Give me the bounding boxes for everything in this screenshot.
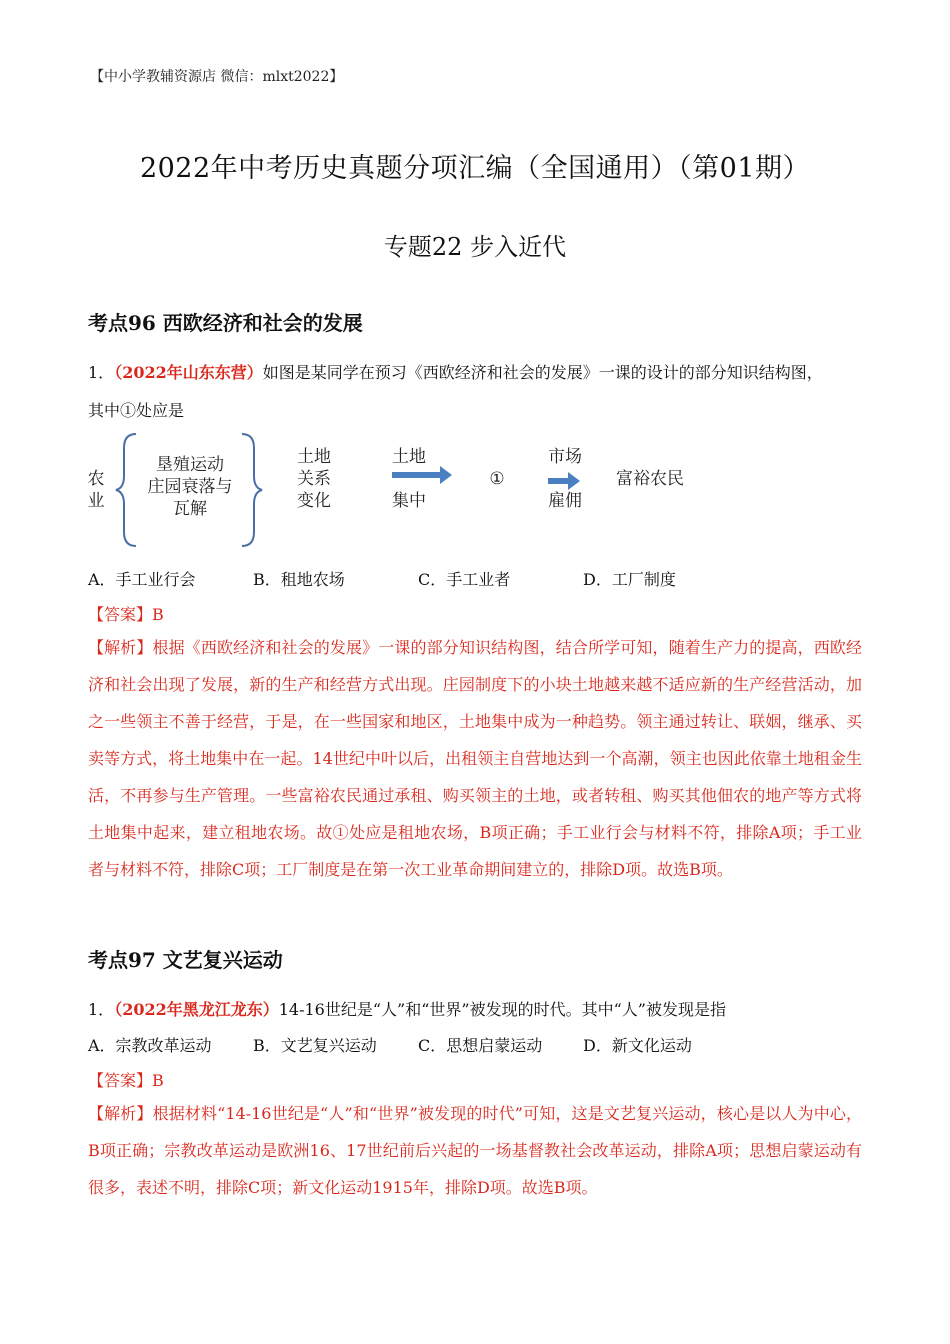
question-number: 1． — [88, 363, 115, 382]
diagram-result: 富裕农民 — [616, 469, 684, 489]
diagram-land-relations: 土地 关系 变化 — [297, 447, 331, 511]
knowledge-structure-diagram — [84, 428, 704, 552]
question-2-options — [88, 1033, 862, 1057]
diagram-blank-marker: ① — [489, 469, 505, 489]
question-source: （2022年山东东营） — [114, 363, 263, 382]
question-1-stem — [88, 360, 823, 383]
question-number: 1． — [88, 1000, 115, 1019]
option-b: B．文艺复兴运动 — [253, 1036, 377, 1055]
option-a: A．手工业行会 — [88, 570, 196, 589]
section-heading-97: 考点97 文艺复兴运动 — [88, 948, 283, 972]
question-text: 如图是某同学在预习《西欧经济和社会的发展》一课的设计的部分知识结构图， — [262, 363, 823, 382]
diagram-arrow1-top: 土地 — [392, 447, 426, 467]
watermark: 【中小学教辅资源店 微信：mlxt2022】 — [90, 69, 344, 85]
arrow-right-icon — [548, 472, 580, 490]
question-1-options — [88, 567, 862, 591]
answer: 【答案】B — [88, 605, 164, 624]
diagram-arrow1-bottom: 集中 — [392, 491, 426, 511]
question-2-stem — [88, 997, 726, 1020]
option-d: D．新文化运动 — [583, 1036, 692, 1055]
question-1-stem-line2: 其中①处应是 — [88, 401, 185, 420]
answer: 【答案】B — [88, 1071, 164, 1090]
question-text: 14-16世纪是“人”和“世界”被发现的时代。其中“人”被发现是指 — [278, 1000, 726, 1019]
diagram-causes: 垦殖运动 庄园衰落与 瓦解 — [147, 455, 233, 519]
option-c: C．思想启蒙运动 — [418, 1036, 543, 1055]
diagram-agriculture: 农 业 — [87, 469, 105, 511]
analysis: 【解析】根据《西欧经济和社会的发展》一课的部分知识结构图，结合所学可知，随着生产力的提高，西欧经济和社会出现了发展，新的生产和经营方式出现。庄园制度下的小块土地越来越不适应新的生产经营活动，加之一些领主不善于经营，于是，在一些国家和地区，土地集中成为一种趋势。领主通过转让、联姻，继承、买卖等方式，将土地集中在一起。14世纪中叶以后，出租领主自营地达到一个高潮，领主也因此依靠土地租金生活，不再参与生产管理。一些富裕农民通过承租、购买领主的土地，或者转租、购买其他佃农的地产等方式将土地集中起来，建立租地农场。故①处应是租地农场，B项正确；手工业行会与材料不符，排除A项；手工业者与材料不符，排除C项；工厂制度是在第一次工业革命期间建立的，排除D项。故选B项。 — [88, 638, 862, 879]
page-title: 2022年中考历史真题分项汇编（全国通用）（第01期） — [139, 153, 811, 184]
option-c: C．手工业者 — [418, 570, 511, 589]
section-heading-96: 考点96 西欧经济和社会的发展 — [88, 311, 363, 335]
arrow-right-icon — [392, 466, 452, 484]
option-d: D．工厂制度 — [583, 570, 676, 589]
right-brace-icon — [242, 434, 262, 546]
diagram-arrow2-top: 市场 — [548, 447, 582, 467]
option-b: B．租地农场 — [253, 570, 345, 589]
diagram-arrow2-bottom: 雇佣 — [548, 491, 582, 511]
option-a: A．宗教改革运动 — [88, 1036, 212, 1055]
question-source: （2022年黑龙江龙东） — [114, 1000, 279, 1019]
left-brace-icon — [116, 434, 136, 546]
analysis: 【解析】根据材料“14-16世纪是“人”和“世界”被发现的时代”可知，这是文艺复兴运动，核心是以人为中心，B项正确；宗教改革运动是欧洲16、17世纪前后兴起的一场基督教社会改革运动，排除A项；思想启蒙运动有很多，表述不明，排除C项；新文化运动1915年，排除D项。故选B项。 — [88, 1104, 862, 1197]
page-subtitle: 专题22 步入近代 — [383, 233, 567, 261]
